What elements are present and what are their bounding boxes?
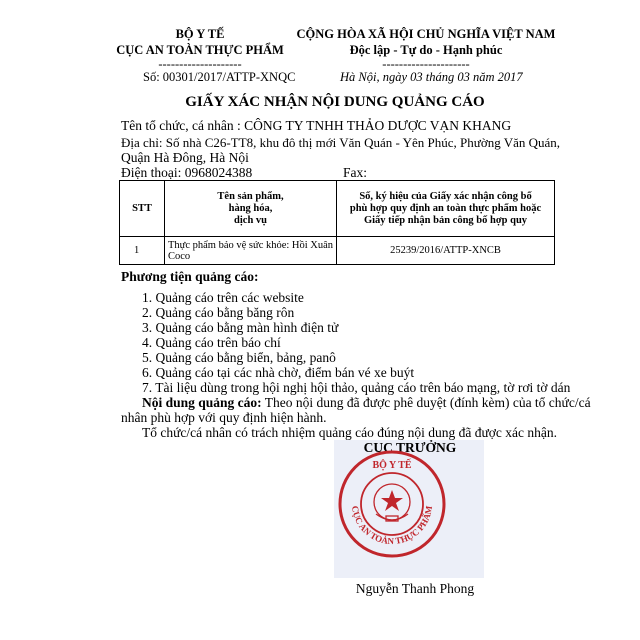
stamp-top-text: BỘ Y TẾ [372, 460, 412, 471]
media-item: 6. Quảng cáo tại các nhà chờ, điểm bán vé xe buýt [142, 365, 415, 380]
col-product-line: hàng hóa, [228, 202, 273, 214]
fax-line: Fax: [343, 165, 368, 180]
product-table [119, 180, 555, 265]
signer-name: Nguyễn Thanh Phong [355, 581, 475, 596]
content-text: Theo nội dung đã được phê duyệt (đính kèm) của tổ chức/cá [261, 395, 591, 410]
media-item: 1. Quảng cáo trên các website [142, 290, 304, 305]
address-line-1: Địa chỉ: Số nhà C26-TT8, khu đô thị mới Văn Quán - Yên Phúc, Phường Văn Quán, [121, 135, 561, 150]
row-certificate: 25239/2016/ATTP-XNCB [337, 237, 555, 265]
col-certificate [337, 181, 555, 237]
ministry-name: BỘ Y TẾ [175, 27, 225, 41]
national-motto: Độc lập - Tự do - Hạnh phúc [349, 43, 503, 57]
col-certificate-line: phù hợp quy định an toàn thực phẩm hoặc [349, 202, 542, 214]
table-header-row [120, 181, 555, 237]
country-name: CỘNG HÒA XÃ HỘI CHỦ NGHĨA VIỆT NAM [296, 27, 556, 41]
col-certificate-line: Số, ký hiệu của Giấy xác nhận công bố [359, 190, 532, 202]
agency-name: CỤC AN TOÀN THỰC PHẨM [116, 43, 284, 57]
media-item: 7. Tài liệu dùng trong hội nghị hội thảo, quảng cáo trên báo mạng, tờ rơi tờ dán [142, 380, 571, 395]
org-name-line: Tên tổ chức, cá nhân : CÔNG TY TNHH THẢO DƯỢC VẠN KHANG [121, 118, 512, 133]
national-emblem-icon [374, 484, 410, 521]
responsibility-line: Tổ chức/cá nhân có trách nhiệm quảng cáo đúng nội dung đã được xác nhận. [142, 425, 558, 440]
official-stamp [336, 448, 448, 560]
row-product-line: Thực phẩm bảo vệ sức khỏe: Hồi Xuân [168, 239, 334, 251]
media-item: 4. Quảng cáo trên báo chí [142, 335, 281, 350]
content-line-1 [142, 395, 591, 411]
media-item: 5. Quảng cáo bằng biển, bảng, panô [142, 350, 336, 365]
table-row [120, 237, 555, 265]
address-line-2: Quận Hà Đông, Hà Nội [121, 150, 249, 165]
media-heading: Phương tiện quảng cáo: [121, 269, 259, 284]
header-right-separator: --------------------- [382, 57, 470, 71]
col-product-line: Tên sản phẩm, [217, 190, 284, 202]
col-product [165, 181, 337, 237]
header-left-separator: -------------------- [158, 57, 242, 71]
phone-line: Điện thoại: 0968024388 [121, 165, 253, 180]
col-certificate-line: Giấy tiếp nhận bản công bố hợp quy [363, 214, 528, 226]
document-title: GIẤY XÁC NHẬN NỘI DUNG QUẢNG CÁO [185, 94, 485, 110]
row-product [165, 237, 337, 265]
row-product-line: Coco [168, 250, 191, 262]
content-label: Nội dung quảng cáo: [142, 395, 262, 410]
col-stt: STT [120, 181, 165, 237]
media-item: 2. Quảng cáo bằng băng rôn [142, 305, 295, 320]
media-item: 3. Quảng cáo bằng màn hình điện tử [142, 320, 339, 335]
col-product-line: dịch vụ [234, 214, 268, 226]
document-date: Hà Nội, ngày 03 tháng 03 năm 2017 [340, 70, 523, 84]
content-line-2: nhân phù hợp với quy định hiện hành. [121, 410, 327, 425]
document-number: Số: 00301/2017/ATTP-XNQC [143, 70, 296, 84]
row-stt: 1 [120, 237, 165, 265]
signer-title: CỤC TRƯỞNG [363, 440, 457, 455]
stamp-ring-text: CỤC AN TOÀN THỰC PHẨM [349, 505, 435, 547]
